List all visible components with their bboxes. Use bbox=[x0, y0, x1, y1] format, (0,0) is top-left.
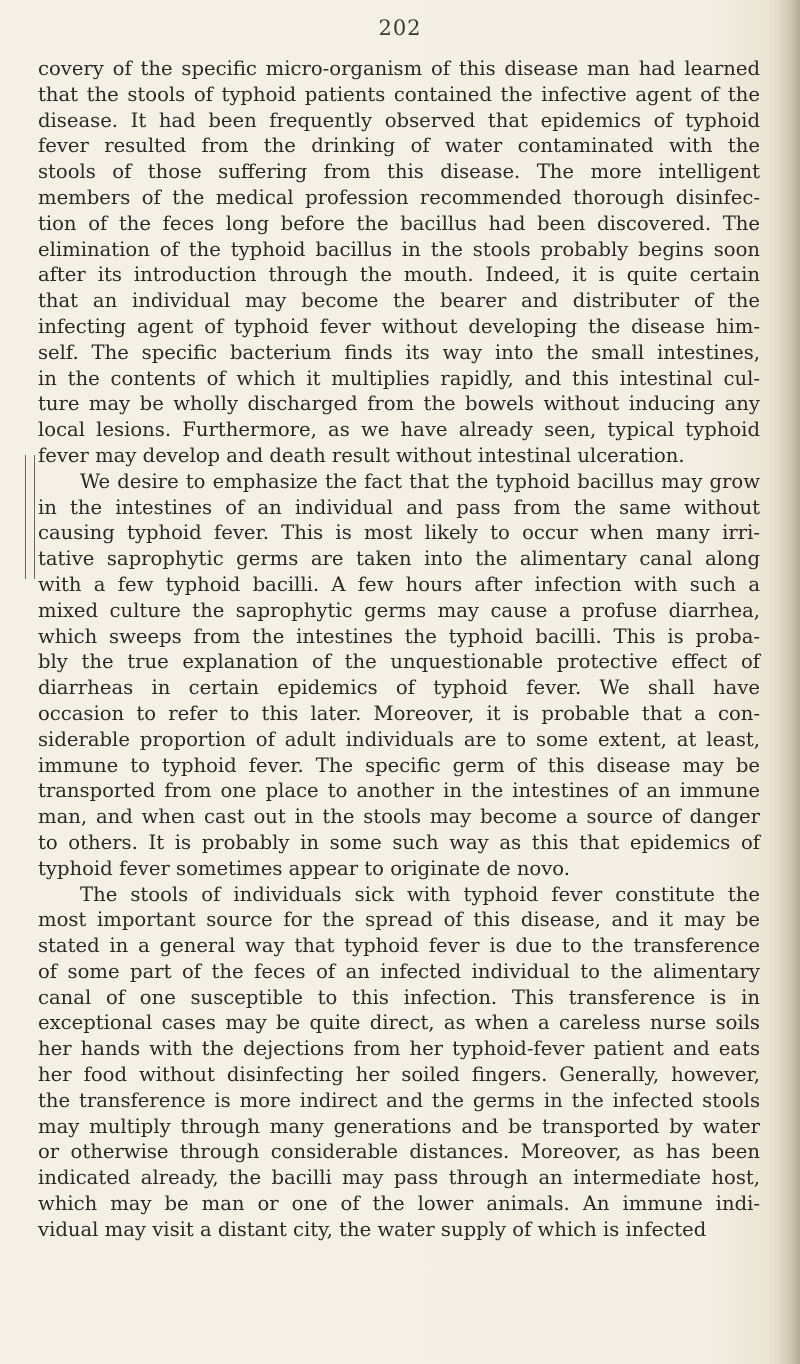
text-line: vidual may visit a distant city, the water supply of which is infected bbox=[38, 1217, 707, 1241]
text-line: infecting agent of typhoid fever without developing the disease him- bbox=[38, 314, 760, 338]
page-number: 202 bbox=[378, 16, 422, 40]
text-line: most important source for the spread of this disease, and it may be bbox=[38, 908, 760, 932]
text-line: immune to typhoid fever. The specific germ of this disease may be bbox=[38, 753, 760, 777]
text-line: that the stools of typhoid patients contained the infective agent of the bbox=[38, 82, 760, 106]
margin-bracket-mark bbox=[25, 455, 35, 579]
paragraph-p1 bbox=[38, 56, 760, 469]
text-line: self. The specific bacterium finds its way into the small intestines, bbox=[38, 340, 760, 364]
text-line: exceptional cases may be quite direct, as when a careless nurse soils bbox=[38, 1011, 760, 1035]
text-line: may multiply through many generations and be transported by water bbox=[38, 1114, 760, 1138]
text-line: occasion to refer to this later. Moreover, it is probable that a con- bbox=[38, 701, 760, 725]
text-line: to others. It is probably in some such way as this that epidemics of bbox=[38, 830, 760, 854]
text-line: her food without disinfecting her soiled fingers. Generally, however, bbox=[38, 1063, 760, 1087]
paragraph-p2 bbox=[38, 469, 760, 882]
text-line: in the contents of which it multiplies rapidly, and this intestinal cul- bbox=[38, 366, 760, 390]
text-line: the transference is more indirect and the germs in the infected stools bbox=[38, 1088, 760, 1112]
text-line: in the intestines of an individual and pass from the same without bbox=[38, 495, 760, 519]
text-line: causing typhoid fever. This is most likely to occur when many irri- bbox=[38, 521, 760, 545]
text-line: which sweeps from the intestines the typhoid bacilli. This is proba- bbox=[38, 624, 760, 648]
text-line: We desire to emphasize the fact that the typhoid bacillus may grow bbox=[80, 469, 760, 493]
text-line: transported from one place to another in the intestines of an immune bbox=[38, 779, 760, 803]
text-line: members of the medical profession recommended thorough disinfec- bbox=[38, 185, 760, 209]
paragraph-p3 bbox=[38, 882, 760, 1243]
text-line: typhoid fever sometimes appear to originate de novo. bbox=[38, 856, 570, 880]
text-line: stated in a general way that typhoid fever is due to the transference bbox=[38, 934, 760, 958]
text-line: canal of one susceptible to this infection. This transference is in bbox=[38, 985, 760, 1009]
page-edge-shadow bbox=[774, 0, 800, 1364]
text-line: stools of those suffering from this disease. The more intelligent bbox=[38, 160, 760, 184]
text-line: that an individual may become the bearer and distributer of the bbox=[38, 289, 760, 313]
text-line: her hands with the dejections from her typhoid-fever patient and eats bbox=[38, 1037, 760, 1061]
text-line: fever may develop and death result without intestinal ulceration. bbox=[38, 443, 685, 467]
text-line: mixed culture the saprophytic germs may cause a profuse diarrhea, bbox=[38, 598, 760, 622]
text-line: ture may be wholly discharged from the bowels without inducing any bbox=[38, 392, 760, 416]
text-line: fever resulted from the drinking of water contaminated with the bbox=[38, 134, 760, 158]
text-line: The stools of individuals sick with typhoid fever constitute the bbox=[80, 882, 760, 906]
text-line: local lesions. Furthermore, as we have already seen, typical typhoid bbox=[38, 418, 760, 442]
text-line: tion of the feces long before the bacillus had been discovered. The bbox=[38, 211, 760, 235]
text-line: of some part of the feces of an infected individual to the alimentary bbox=[38, 959, 760, 983]
text-line: covery of the specific micro-organism of this disease man had learned bbox=[38, 57, 760, 80]
text-line: with a few typhoid bacilli. A few hours after infection with such a bbox=[38, 572, 760, 596]
body-text bbox=[38, 56, 760, 1243]
text-line: which may be man or one of the lower animals. An immune indi- bbox=[38, 1192, 760, 1216]
text-line: bly the true explanation of the unquestionable protective effect of bbox=[38, 650, 760, 674]
text-line: elimination of the typhoid bacillus in the stools probably begins soon bbox=[38, 237, 760, 261]
text-line: or otherwise through considerable distances. Moreover, as has been bbox=[38, 1140, 760, 1164]
text-line: indicated already, the bacilli may pass through an intermediate host, bbox=[38, 1166, 760, 1190]
text-line: disease. It had been frequently observed that epidemics of typhoid bbox=[38, 108, 760, 132]
text-line: after its introduction through the mouth. Indeed, it is quite certain bbox=[38, 263, 760, 287]
text-line: tative saprophytic germs are taken into the alimentary canal along bbox=[38, 547, 760, 571]
text-line: siderable proportion of adult individuals are to some extent, at least, bbox=[38, 727, 760, 751]
text-line: diarrheas in certain epidemics of typhoid fever. We shall have bbox=[38, 676, 760, 700]
text-line: man, and when cast out in the stools may become a source of danger bbox=[38, 805, 760, 829]
